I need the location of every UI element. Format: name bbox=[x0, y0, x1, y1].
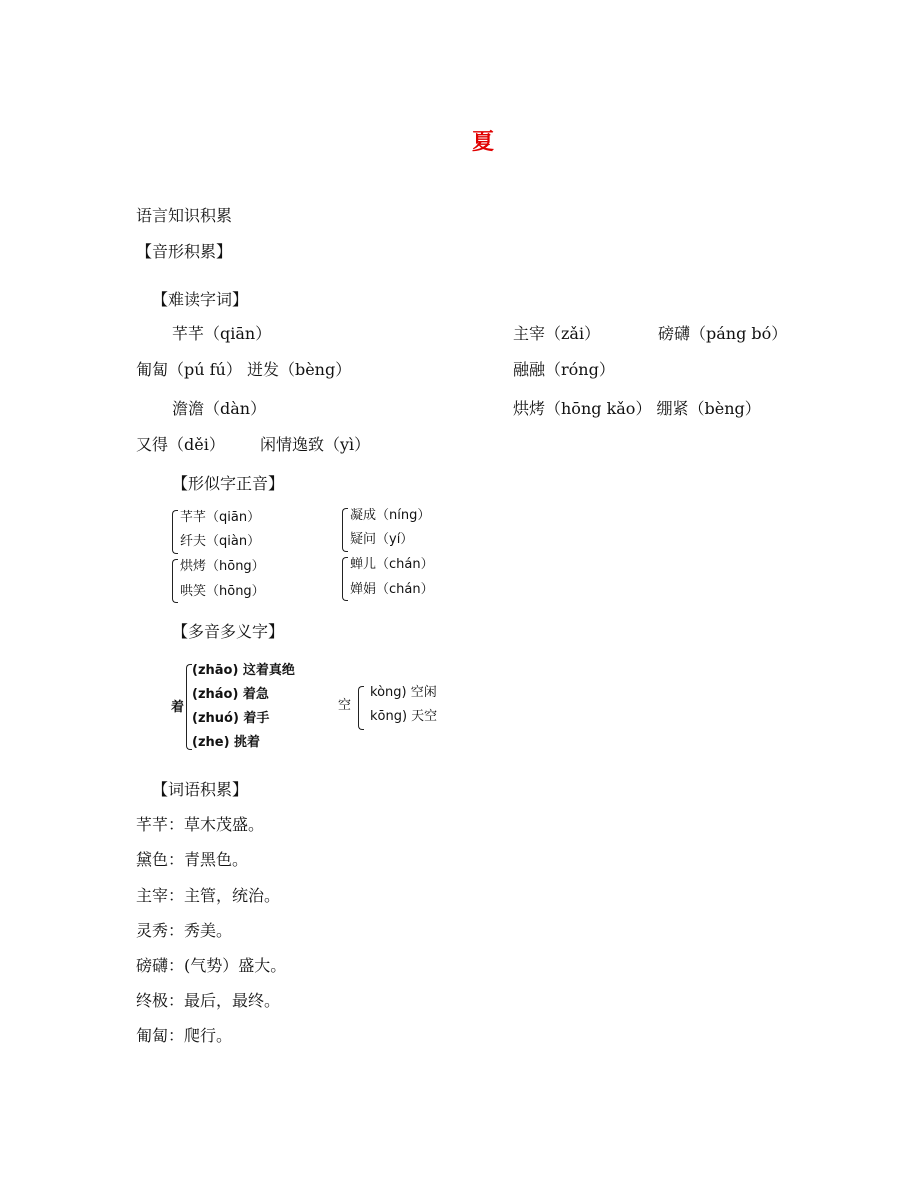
vocab-item: 匍匐：爬行。 bbox=[136, 1026, 233, 1045]
vocab-item: 主宰：主管，统治。 bbox=[136, 886, 281, 905]
similar-char-item: 烘烤（hōng） bbox=[180, 559, 265, 574]
vocab-item: 芊芊：草木茂盛。 bbox=[136, 815, 265, 834]
difficult-word: 烘烤（hōng kǎo） 绷紧（bèng） bbox=[513, 399, 761, 418]
similar-char-item: 疑问（yí） bbox=[350, 532, 414, 547]
brace bbox=[172, 510, 178, 554]
bracket-heading-ciyu: 【词语积累】 bbox=[152, 780, 249, 799]
difficult-word: 主宰（zǎi） bbox=[513, 324, 601, 343]
zhe-reading: (zhuó) 着手 bbox=[192, 711, 270, 726]
difficult-word: 闲情逸致（yì） bbox=[260, 435, 371, 454]
polyphonic-char-kong: 空 bbox=[338, 698, 352, 713]
vocab-item: 终极：最后，最终。 bbox=[136, 991, 281, 1010]
difficult-word: 芊芊（qiān） bbox=[172, 324, 272, 343]
bracket-heading-nandu: 【难读字词】 bbox=[152, 290, 249, 309]
difficult-word: 匍匐（pú fú） 迸发（bèng） bbox=[136, 360, 352, 379]
brace bbox=[172, 559, 178, 603]
bracket-heading-duoyin: 【多音多义字】 bbox=[172, 622, 285, 641]
difficult-word: 澹澹（dàn） bbox=[172, 399, 267, 418]
bracket-heading-xingsi: 【形似字正音】 bbox=[172, 474, 285, 493]
brace bbox=[358, 686, 364, 730]
difficult-word: 融融（róng） bbox=[513, 360, 615, 379]
similar-char-item: 芊芊（qiān） bbox=[180, 510, 261, 525]
vocab-item: 黛色：青黑色。 bbox=[136, 850, 249, 869]
brace bbox=[342, 508, 348, 552]
bracket-heading-yinxing: 【音形积累】 bbox=[136, 242, 233, 261]
kong-reading: kōng) 天空 bbox=[370, 709, 438, 724]
difficult-word: 又得（děi） bbox=[136, 435, 225, 454]
brace bbox=[342, 557, 348, 601]
zhe-reading: (zhāo) 这着真绝 bbox=[192, 663, 295, 678]
page-title: 夏 bbox=[472, 129, 495, 155]
vocab-item: 磅礴：(气势）盛大。 bbox=[136, 956, 287, 975]
similar-char-item: 纤夫（qiàn） bbox=[180, 534, 261, 549]
zhe-reading: (zhe) 挑着 bbox=[192, 735, 261, 750]
polyphonic-char-zhe: 着 bbox=[171, 700, 185, 715]
similar-char-item: 婵娟（chán） bbox=[350, 582, 434, 597]
kong-reading: kòng) 空闲 bbox=[370, 685, 437, 700]
difficult-word: 磅礴（páng bó） bbox=[658, 324, 788, 343]
similar-char-item: 蝉儿（chán） bbox=[350, 557, 434, 572]
vocab-item: 灵秀：秀美。 bbox=[136, 921, 233, 940]
zhe-reading: (zháo) 着急 bbox=[192, 687, 269, 702]
similar-char-item: 凝成（níng） bbox=[350, 508, 431, 523]
similar-char-item: 哄笑（hōng） bbox=[180, 584, 265, 599]
section-heading: 语言知识积累 bbox=[136, 206, 233, 225]
